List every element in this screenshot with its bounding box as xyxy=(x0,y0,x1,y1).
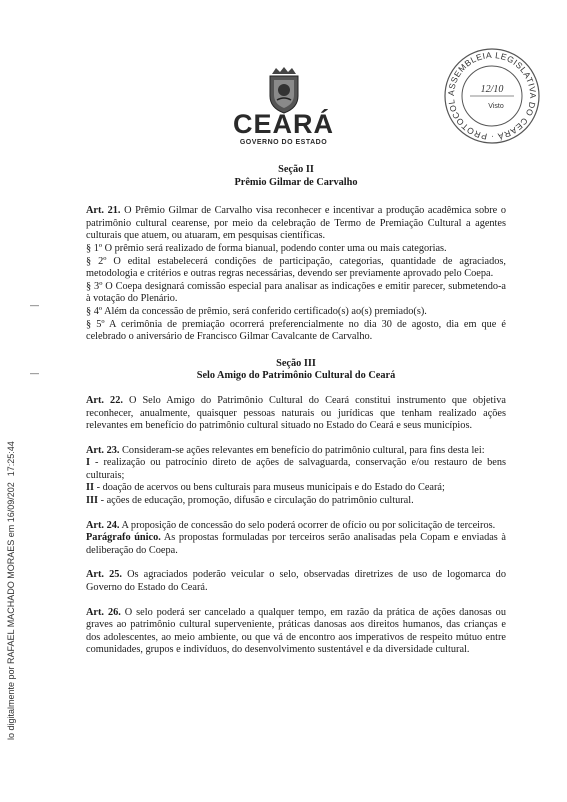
article-label: Art. 25. xyxy=(86,569,122,581)
article-label: Art. 23. xyxy=(86,444,120,456)
section-heading: Seção III xyxy=(276,357,316,369)
article-text: A proposição de concessão do selo poderá ocorrer de ofício ou por solicitação de terceiros. xyxy=(121,519,496,531)
inciso-label: I xyxy=(86,457,91,469)
article-22 xyxy=(86,395,506,433)
inciso-text: - ações de educação, promoção, difusão e circulação do patrimônio cultural. xyxy=(100,495,414,507)
article-21 xyxy=(86,205,506,243)
stamp-visto: Visto xyxy=(488,103,504,110)
paragraph-2: § 2º O edital estabelecerá condições de participação, categorias, quantidade de agraciados, metodologia e critérios e outras regras necessárias, devendo ser previamente aprovado pelo Coepa. xyxy=(86,255,506,280)
inciso-1 xyxy=(86,457,506,482)
paragraph-3: § 3º O Coepa designará comissão especial para analisar as indicações e emitir parecer, submetendo-a à votação do Plenário. xyxy=(86,280,506,305)
article-text: Consideram-se ações relevantes em benefício do patrimônio cultural, para fins desta lei: xyxy=(122,444,485,456)
article-24 xyxy=(86,520,506,533)
article-label: Art. 24. xyxy=(86,519,120,531)
article-label: Art. 21. xyxy=(86,205,121,217)
article-text: O Selo Amigo do Patrimônio Cultural do Ceará constitui instrumento que objetiva reconhecer, anualmente, quaisquer pessoas naturais ou jurídicas que tenham realizado ações relevantes em benefício do patrimônio cultural situado no Estado do Ceará e seus municípios. xyxy=(86,394,506,432)
article-23 xyxy=(86,445,506,458)
inciso-text: - realização ou patrocínio direto de ações de salvaguarda, conservação e/ou restauro de bens culturais; xyxy=(86,457,506,481)
digital-signature-vertical-text xyxy=(6,380,16,740)
document-body xyxy=(86,164,506,657)
stamp-ring-text: ASSEMBLEIA LEGISLATIVA DO CEARÁ · PROTOCOL xyxy=(445,49,539,143)
margin-mark: — xyxy=(30,300,39,310)
article-label: Art. 26. xyxy=(86,606,121,618)
article-text: O Prêmio Gilmar de Carvalho visa reconhecer e incentivar a produção acadêmica sobre o patrimônio cultural cearense, por meio da celebração de Termo de Premiação Cultural a agentes culturais que atuem, ou atuaram, em pesquisas científicas. xyxy=(86,205,506,242)
protocol-stamp-seal-icon xyxy=(440,44,544,148)
paragrafo-unico xyxy=(86,532,506,557)
paragraph-5: § 5º A cerimônia de premiação ocorrerá preferencialmente no dia 30 de agosto, dia em que é celebrado o aniversário de Francisco Gilmar Cavalcante de Carvalho. xyxy=(86,318,506,343)
article-25 xyxy=(86,569,506,594)
signature-time: 17:25:44 xyxy=(6,441,16,477)
inciso-3 xyxy=(86,495,506,508)
article-label: Art. 22. xyxy=(86,394,123,406)
paragrafo-unico-text: As propostas formuladas por terceiros serão analisadas pela Copam e enviadas à deliberação do Coepa. xyxy=(86,532,506,556)
paragraph-4: § 4º Além da concessão de prêmio, será conferido certificado(s) ao(s) premiado(s). xyxy=(86,305,427,317)
protocol-stamp xyxy=(440,44,544,153)
section-heading: Seção II xyxy=(278,164,314,175)
inciso-label: II xyxy=(86,482,95,494)
inciso-text: - doação de acervos ou bens culturais para museus municipais e do Estado do Ceará; xyxy=(96,482,445,494)
brand-name: CEARÁ xyxy=(232,109,334,139)
brand-subtitle: GOVERNO DO ESTADO xyxy=(239,139,328,146)
section-title: Selo Amigo do Patrimônio Cultural do Ceará xyxy=(196,370,396,382)
inciso-2 xyxy=(86,482,506,495)
article-text: Os agraciados poderão veicular o selo, observadas diretrizes de uso de logomarca do Governo do Estado do Ceará. xyxy=(86,569,506,594)
signature-text: lo digitalmente por RAFAEL MACHADO MORAES em 16/09/202 xyxy=(6,482,16,740)
stamp-handwritten: 12/10 xyxy=(480,84,504,95)
inciso-label: III xyxy=(86,495,99,507)
article-text: O selo poderá ser cancelado a qualquer tempo, em razão da prática de ações danosas ou graves ao patrimônio cultural superveniente, práticas danosas aos direitos humanos, das crianças e dos adolescentes, ao meio ambiente, ou que vá de encontro aos imperativos de respeito mútuo entre comunidades, grupos e indivíduos, do desenvolvimento sustentável e da diversidade cultural. xyxy=(86,606,506,656)
article-26 xyxy=(86,607,506,657)
section-title: Prêmio Gilmar de Carvalho xyxy=(234,176,358,188)
paragraph-1: § 1º O prêmio será realizado de forma bianual, podendo conter uma ou mais categorias. xyxy=(86,242,447,254)
margin-mark: — xyxy=(30,368,39,378)
state-coat-of-arms-icon xyxy=(264,66,304,114)
paragrafo-unico-label: Parágrafo único. xyxy=(86,532,161,544)
